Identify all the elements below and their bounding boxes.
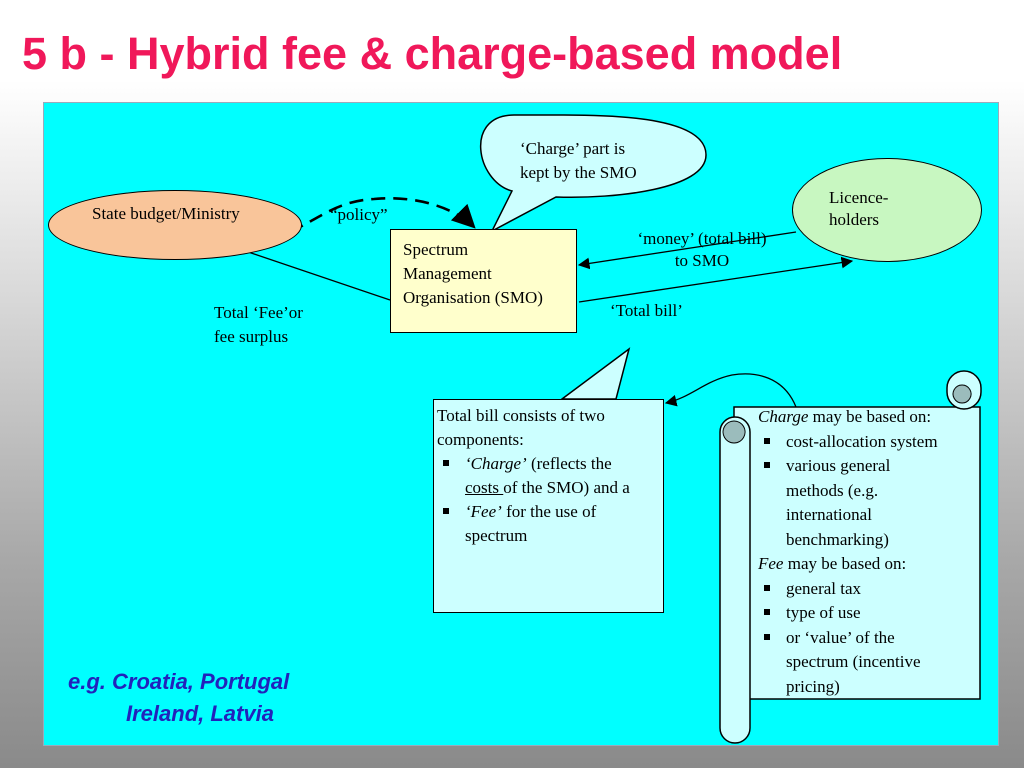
total-bill-box: Total bill consists of two components: ‘Charge’ (reflects the costs of the SMO) and a ‘Fee’ for the use of spectrum	[433, 399, 664, 613]
licence-holders-label: Licence- holders	[829, 188, 889, 229]
list-item: cost-allocation system	[758, 430, 978, 455]
money-label: ‘money’ (total bill) to SMO	[637, 229, 767, 270]
policy-label: “policy”	[330, 205, 388, 224]
fee-basis-list	[758, 577, 978, 700]
scroll-link-arrow	[666, 374, 796, 407]
list-item: various general methods (e.g. international benchmarking)	[758, 454, 978, 552]
diagram-panel	[43, 102, 999, 746]
examples-line-2: Ireland, Latvia	[126, 701, 274, 726]
state-budget-label: State budget/Ministry	[92, 204, 240, 223]
total-bill-pointer	[562, 349, 629, 399]
slide-title: 5 b - Hybrid fee & charge-based model	[22, 28, 843, 79]
list-item: ‘Fee’ for the use of spectrum	[437, 500, 659, 548]
list-item: or ‘value’ of the spectrum (incentive pricing)	[758, 626, 978, 700]
list-item: general tax	[758, 577, 978, 602]
fee-surplus-label: Total ‘Fee’or fee surplus	[214, 303, 303, 346]
scroll-text: Charge may be based on: cost-allocation system various general methods (e.g. international benchmarking) Fee may be based on: general tax type of use or ‘value’ of the spectrum (incentive pricing)	[758, 405, 978, 699]
list-item: ‘Charge’ (reflects the costs of the SMO) and a	[437, 452, 659, 500]
charge-callout-text: ‘Charge’ part is kept by the SMO	[520, 139, 637, 182]
state-budget-oval	[48, 190, 302, 260]
total-bill-components-list	[437, 452, 659, 548]
examples-line-1: e.g. Croatia, Portugal	[68, 669, 290, 694]
charge-basis-list	[758, 430, 978, 553]
total-bill-label: ‘Total bill’	[610, 301, 683, 320]
smo-box: Spectrum Management Organisation (SMO)	[390, 229, 577, 333]
list-item: type of use	[758, 601, 978, 626]
